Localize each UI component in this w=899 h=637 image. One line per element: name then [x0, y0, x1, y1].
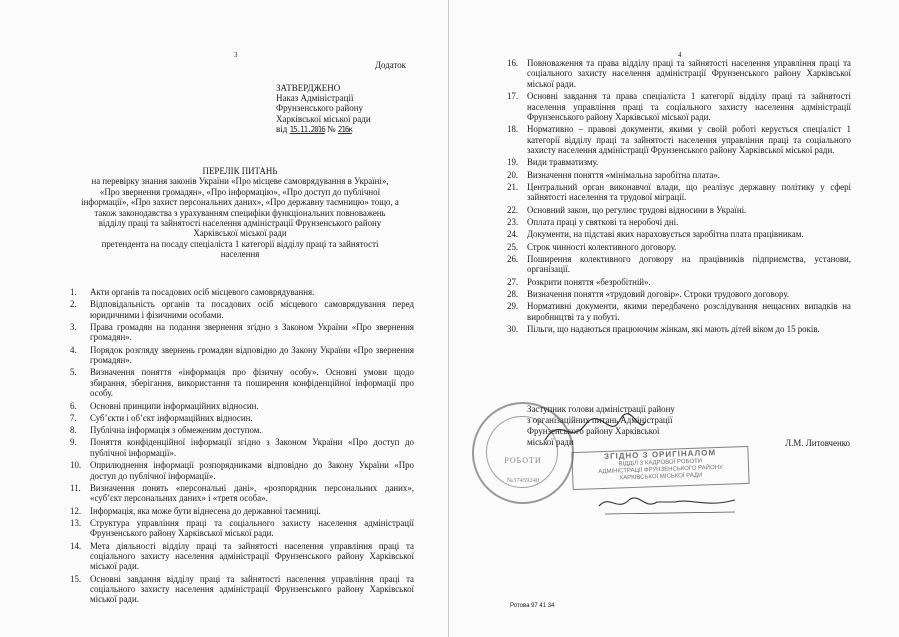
list-item: [70, 413, 414, 423]
appendix-label: Додаток: [375, 60, 406, 70]
item-text: Повноваження та права відділу праці та зайнятості населення управління праці та соціального захисту населення адміністрації Фрунзенського району Харківської міської ради.: [527, 58, 851, 89]
item-number: 16.: [507, 58, 519, 68]
approval-line: Харківської міської ради: [276, 113, 371, 124]
item-text: Відповідальність органів та посадових осіб місцевого самоврядування перед юридичними і фізичними особами.: [90, 299, 414, 320]
list-item: [70, 460, 414, 481]
item-number: 14.: [70, 540, 82, 551]
handwritten-date: 15.11.2016: [289, 124, 325, 134]
item-number: 18.: [507, 124, 519, 135]
title-line: претендента на посаду спеціаліста 1 категорії відділу праці та зайнятості: [101, 238, 379, 249]
list-item: [507, 277, 851, 287]
item-number: 23.: [507, 216, 519, 227]
approval-line: Фрунзенського району: [276, 103, 364, 114]
item-number: 21.: [507, 181, 519, 192]
list-item: [70, 287, 414, 297]
handwritten-number: 216к: [337, 124, 352, 134]
stamp-line: АДМІНІСТРАЦІЇ ФРУНЗЕНСЬКОГО РАЙОНУ: [598, 464, 723, 476]
item-number: 10.: [70, 460, 82, 471]
item-text: Поширення колективного договору на працівників підприємства, установи, організації.: [527, 253, 851, 275]
list-item: [70, 425, 414, 435]
list-item: [507, 289, 851, 299]
item-text: Визначення понять «персональні дані», «розпорядник персональних даних», «суб’єкт персональних даних» і «третя особа».: [90, 482, 414, 504]
item-number: 30.: [507, 323, 519, 334]
item-text: Оприлюднення інформації розпорядниками відповідно до Закону України «Про доступ до публічної інформації».: [90, 460, 414, 481]
list-item: [70, 367, 414, 398]
item-text: Структура управління праці та соціального захисту населення адміністрації Фрунзенського району Харківської міської ради.: [90, 517, 414, 539]
list-item: [507, 58, 851, 89]
item-number: 3.: [70, 322, 77, 332]
title-line: відділу праці та зайнятості населення адміністрації Фрунзенського району: [98, 218, 382, 229]
item-text: Центральний орган виконавчої влади, що реалізує державну політику у сфері зайнятості населення та трудової міграції.: [527, 181, 851, 203]
approval-date-line: [276, 124, 371, 135]
item-number: 15.: [70, 573, 82, 584]
item-number: 4.: [70, 344, 77, 355]
list-item: [70, 322, 414, 343]
item-number: 24.: [507, 229, 519, 240]
stamp-line: ЗГІДНО З ОРИГІНАЛОМ: [603, 448, 717, 461]
title-line: ПЕРЕЛІК ПИТАНЬ: [202, 166, 278, 176]
item-number: 28.: [507, 288, 519, 299]
page-number: 3: [234, 51, 238, 59]
item-text: Основні принципи інформаційних відносин.: [90, 400, 259, 411]
document-title: [60, 166, 420, 260]
approval-block: [276, 83, 371, 135]
list-item: [70, 506, 414, 516]
round-stamp-text: РОБОТИ: [504, 456, 542, 465]
handwritten-signature: [540, 410, 650, 450]
item-number: 12.: [70, 505, 82, 516]
approval-heading: ЗАТВЕРДЖЕНО: [276, 83, 341, 93]
item-number: 20.: [507, 169, 519, 180]
title-line: на перевірку знання законів України «Про місцеве самоврядування в Україні»,: [91, 176, 389, 187]
list-item: [507, 324, 851, 334]
item-text: Види травматизму.: [527, 157, 599, 168]
item-text: Оплата праці у святкові та неробочі дні.: [527, 216, 679, 227]
title-line: також законодавства з урахуванням специфіки функціональних повноважень: [94, 207, 386, 218]
list-item: [507, 182, 851, 203]
item-text: Розкрити поняття «безробітній».: [527, 276, 651, 287]
date-prefix: від: [276, 123, 288, 134]
list-item: [70, 345, 414, 366]
item-text: Нормативні документи, якими передбачено розслідування нещасних випадків на виробництві та у побуті.: [527, 301, 851, 322]
item-text: Документи, на підставі яких нараховується заробітна плата працівникам.: [527, 229, 804, 240]
list-item: [507, 170, 851, 180]
list-item: [70, 541, 414, 572]
list-item: [507, 301, 851, 322]
item-text: Публічна інформація з обмеженим доступом.: [90, 425, 262, 436]
title-line: населення: [220, 249, 260, 260]
item-number: 1.: [70, 287, 77, 297]
list-item: [507, 205, 851, 215]
question-list: [507, 58, 851, 336]
certification-stamp: [571, 446, 749, 490]
stamp-line: ХАРКІВСЬКОЇ МІСЬКОЇ РАДИ: [619, 472, 703, 482]
item-text: Суб’єкти і об’єкт інформаційних відносин.: [90, 412, 253, 423]
title-line: «Про звернення громадян», «Про інформацію», «Про доступ до публічної: [99, 186, 381, 197]
list-item: [70, 483, 414, 504]
item-number: 19.: [507, 157, 519, 168]
item-number: 29.: [507, 301, 519, 312]
list-item: [70, 518, 414, 539]
item-text: Визначення поняття «інформація про фізичну особу». Основні умови щодо збирання, зберігання, використання та поширення конфіденційної інформації про особу.: [90, 367, 414, 399]
item-text: Інформація, яка може бути віднесена до державної таємниці.: [90, 505, 321, 516]
right-page: [450, 0, 899, 637]
title-line: інформації», «Про захист персональних даних», «Про державну таємницю» тощо, а: [81, 197, 399, 208]
item-text: Мета діяльності відділу праці та зайнятості населення управління праці та соціального захисту населення адміністрації Фрунзенського району Харківської міської ради.: [90, 540, 414, 572]
item-number: 25.: [507, 241, 519, 252]
list-item: [507, 242, 851, 252]
item-number: 9.: [70, 437, 77, 448]
item-number: 6.: [70, 400, 77, 411]
list-item: [507, 91, 851, 122]
item-number: 17.: [507, 91, 519, 102]
item-number: 13.: [70, 517, 82, 528]
signatory-name: Л.М. Литовченко: [785, 438, 850, 448]
round-stamp-code: №37459240: [506, 477, 540, 484]
item-text: Основні завдання відділу праці та зайнятості населення управління праці та соціального захисту населення адміністрації Фрунзенського району Харківської міської ради.: [90, 573, 414, 605]
item-text: Акти органів та посадових осіб місцевого самоврядування.: [90, 287, 315, 297]
item-number: 7.: [70, 412, 77, 423]
list-item: [507, 229, 851, 239]
item-text: Пільги, що надаються працюючим жінкам, які мають дітей віком до 15 років.: [527, 323, 820, 334]
signatory-line: міської ради: [527, 437, 574, 447]
question-list: [70, 287, 414, 607]
number-prefix: №: [327, 123, 336, 134]
item-text: Визначення поняття «трудовий договір». Строки трудового договору.: [527, 288, 790, 299]
item-number: 22.: [507, 204, 519, 215]
list-item: [70, 437, 414, 458]
signatory-line: з організаційних питань Адміністрації: [527, 415, 673, 425]
approval-line: Наказ Адміністрації: [276, 93, 354, 104]
signatory-line: Заступник голови адміністрації району: [527, 404, 675, 414]
footer-note: Ротова 97 41 34: [510, 603, 555, 609]
list-item: [70, 299, 414, 320]
item-text: Строк чинності колективного договору.: [527, 241, 677, 252]
list-item: [70, 401, 414, 411]
list-item: [507, 157, 851, 167]
left-page: [0, 0, 449, 637]
item-number: 27.: [507, 276, 519, 287]
title-line: Харківської міської ради: [193, 228, 287, 239]
list-item: [507, 254, 851, 275]
item-number: 5.: [70, 367, 77, 378]
item-number: 2.: [70, 299, 77, 310]
list-item: [70, 574, 414, 605]
item-text: Нормативно – правові документи, якими у своїй роботі керується спеціаліст 1 категорії відділу праці та зайнятості населення управління праці та соціального захисту населення адміністрації Фрунзенського району Харківської міської ради.: [527, 124, 851, 156]
item-text: Основні завдання та права спеціаліста 1 категорії відділу праці та зайнятості населення управління праці та соціального захисту населення адміністрації Фрунзенського району Харківської міської ради.: [527, 91, 851, 122]
signatory-line: Фрунзенського району Харківської: [527, 426, 660, 436]
item-number: 26.: [507, 253, 519, 264]
item-text: Основний закон, що регулює трудові відносини в Україні.: [527, 204, 747, 215]
list-item: [507, 124, 851, 155]
item-text: Поняття конфіденційної інформації згідно з Законом України «Про доступ до публічної інформації».: [90, 437, 414, 458]
list-item: [507, 217, 851, 227]
item-number: 8.: [70, 425, 77, 436]
item-number: 11.: [70, 482, 81, 493]
item-text: Права громадян на подання звернення згідно з Законом України «Про звернення громадян».: [90, 322, 414, 343]
item-text: Визначення поняття «мінімальна заробітна плата».: [527, 169, 720, 180]
certification-signature: [595, 488, 745, 518]
page-number: 4: [678, 51, 682, 59]
item-text: Порядок розгляду звернень громадян відповідно до Закону України «Про звернення громадян».: [90, 344, 414, 366]
stamp-line: ВІДДІЛ З КАДРОВОЇ РОБОТИ: [618, 458, 703, 468]
